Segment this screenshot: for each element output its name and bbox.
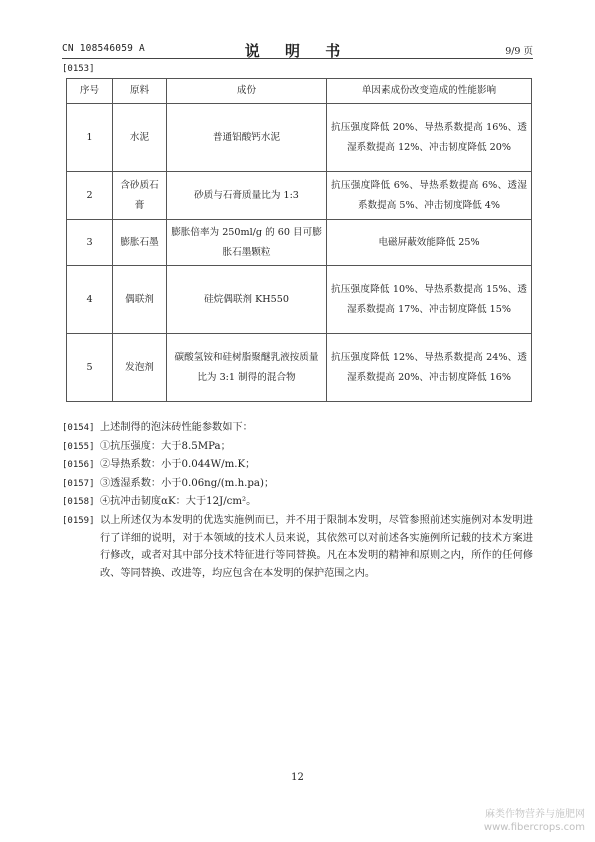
paragraph — [62, 419, 533, 438]
paragraph-number: [0158] — [62, 497, 95, 508]
page-indicator: 9/9 页 — [505, 46, 533, 57]
paragraph-text: ④抗冲击韧度αK：大于12J/cm²。 — [100, 496, 257, 508]
paragraph-number: [0154] — [62, 423, 95, 433]
cell-no: 4 — [67, 266, 113, 334]
cell-composition: 碳酸氢铵和硅树脂聚醚乳液按质量比为 3:1 制得的混合物 — [167, 334, 327, 402]
cell-composition: 砂质与石膏质量比为 1:3 — [167, 172, 327, 220]
table-row — [67, 172, 532, 220]
cell-effect: 抗压强度降低 10%、导热系数提高 15%、透湿系数提高 17%、冲击韧度降低 15% — [327, 266, 532, 334]
cell-no: 2 — [67, 172, 113, 220]
cell-material: 偶联剂 — [113, 266, 167, 334]
paragraph — [62, 438, 533, 457]
table-row — [67, 334, 532, 402]
table-row — [67, 220, 532, 266]
watermark-name: 麻类作物营养与施肥网 — [485, 809, 585, 820]
cell-no: 5 — [67, 334, 113, 402]
header-rule — [62, 58, 533, 59]
page-header — [62, 40, 533, 60]
page-title: 说 明 书 — [244, 42, 351, 60]
cell-effect: 抗压强度降低 20%、导热系数提高 16%、透湿系数提高 12%、冲击韧度降低 20% — [327, 104, 532, 172]
cell-composition: 普通铝酸钙水泥 — [167, 104, 327, 172]
paragraph-number: [0157] — [62, 478, 95, 489]
table-row — [67, 266, 532, 334]
paragraph — [62, 456, 533, 475]
cell-effect: 抗压强度降低 6%、导热系数提高 6%、透湿系数提高 5%、冲击韧度降低 4% — [327, 172, 532, 220]
paragraph-number-0153: [0153] — [62, 64, 95, 74]
cell-composition: 膨胀倍率为 250ml/g 的 60 目可膨胀石墨颗粒 — [167, 220, 327, 266]
paragraph — [62, 475, 533, 494]
paragraph-text: 上述制得的泡沫砖性能参数如下： — [100, 422, 253, 433]
cell-no: 3 — [67, 220, 113, 266]
cell-material: 膨胀石墨 — [113, 220, 167, 266]
patent-number: CN 108546059 A — [62, 43, 145, 54]
cell-material: 含砂质石膏 — [113, 172, 167, 220]
cell-material: 水泥 — [113, 104, 167, 172]
material-table — [66, 78, 532, 402]
paragraph-number: [0159] — [62, 515, 95, 526]
watermark-url: www.fibercrops.com — [483, 822, 585, 833]
col-header-no: 序号 — [67, 79, 113, 104]
paragraph — [62, 493, 533, 512]
watermark — [484, 808, 585, 834]
paragraph-text: 以上所述仅为本发明的优选实施例而已，并不用于限制本发明，尽管参照前述实施例对本发明进行了详细的说明，对于本领域的技术人员来说，其依然可以对前述各实施例所记载的技术方案进行修改，或者对其中部分技术特征进行等同替换。凡在本发明的精神和原则之内，所作的任何修改、等同替换、改进等，均应包含在本发明的保护范围之内。 — [100, 514, 533, 579]
cell-material: 发泡剂 — [113, 334, 167, 402]
cell-effect: 电磁屏蔽效能降低 25% — [327, 220, 532, 266]
paragraph-number: [0155] — [62, 441, 95, 452]
cell-effect: 抗压强度降低 12%、导热系数提高 24%、透湿系数提高 20%、冲击韧度降低 16% — [327, 334, 532, 402]
table-header-row — [67, 79, 532, 104]
paragraph-number: [0156] — [62, 460, 95, 471]
paragraph-text: ③透湿系数：小于0.06ng/(m.h.pa)； — [100, 477, 275, 489]
cell-composition: 硅烷偶联剂 KH550 — [167, 266, 327, 334]
cell-no: 1 — [67, 104, 113, 172]
paragraph — [62, 512, 533, 582]
paragraph-text: ②导热系数：小于0.044W/m.K； — [100, 459, 256, 471]
page-number: 12 — [291, 772, 304, 783]
body-text — [62, 419, 533, 582]
table-row — [67, 104, 532, 172]
col-header-material: 原料 — [113, 79, 167, 104]
col-header-composition: 成份 — [167, 79, 327, 104]
col-header-effect: 单因素成份改变造成的性能影响 — [327, 79, 532, 104]
paragraph-text: ①抗压强度：大于8.5MPa； — [100, 440, 231, 452]
